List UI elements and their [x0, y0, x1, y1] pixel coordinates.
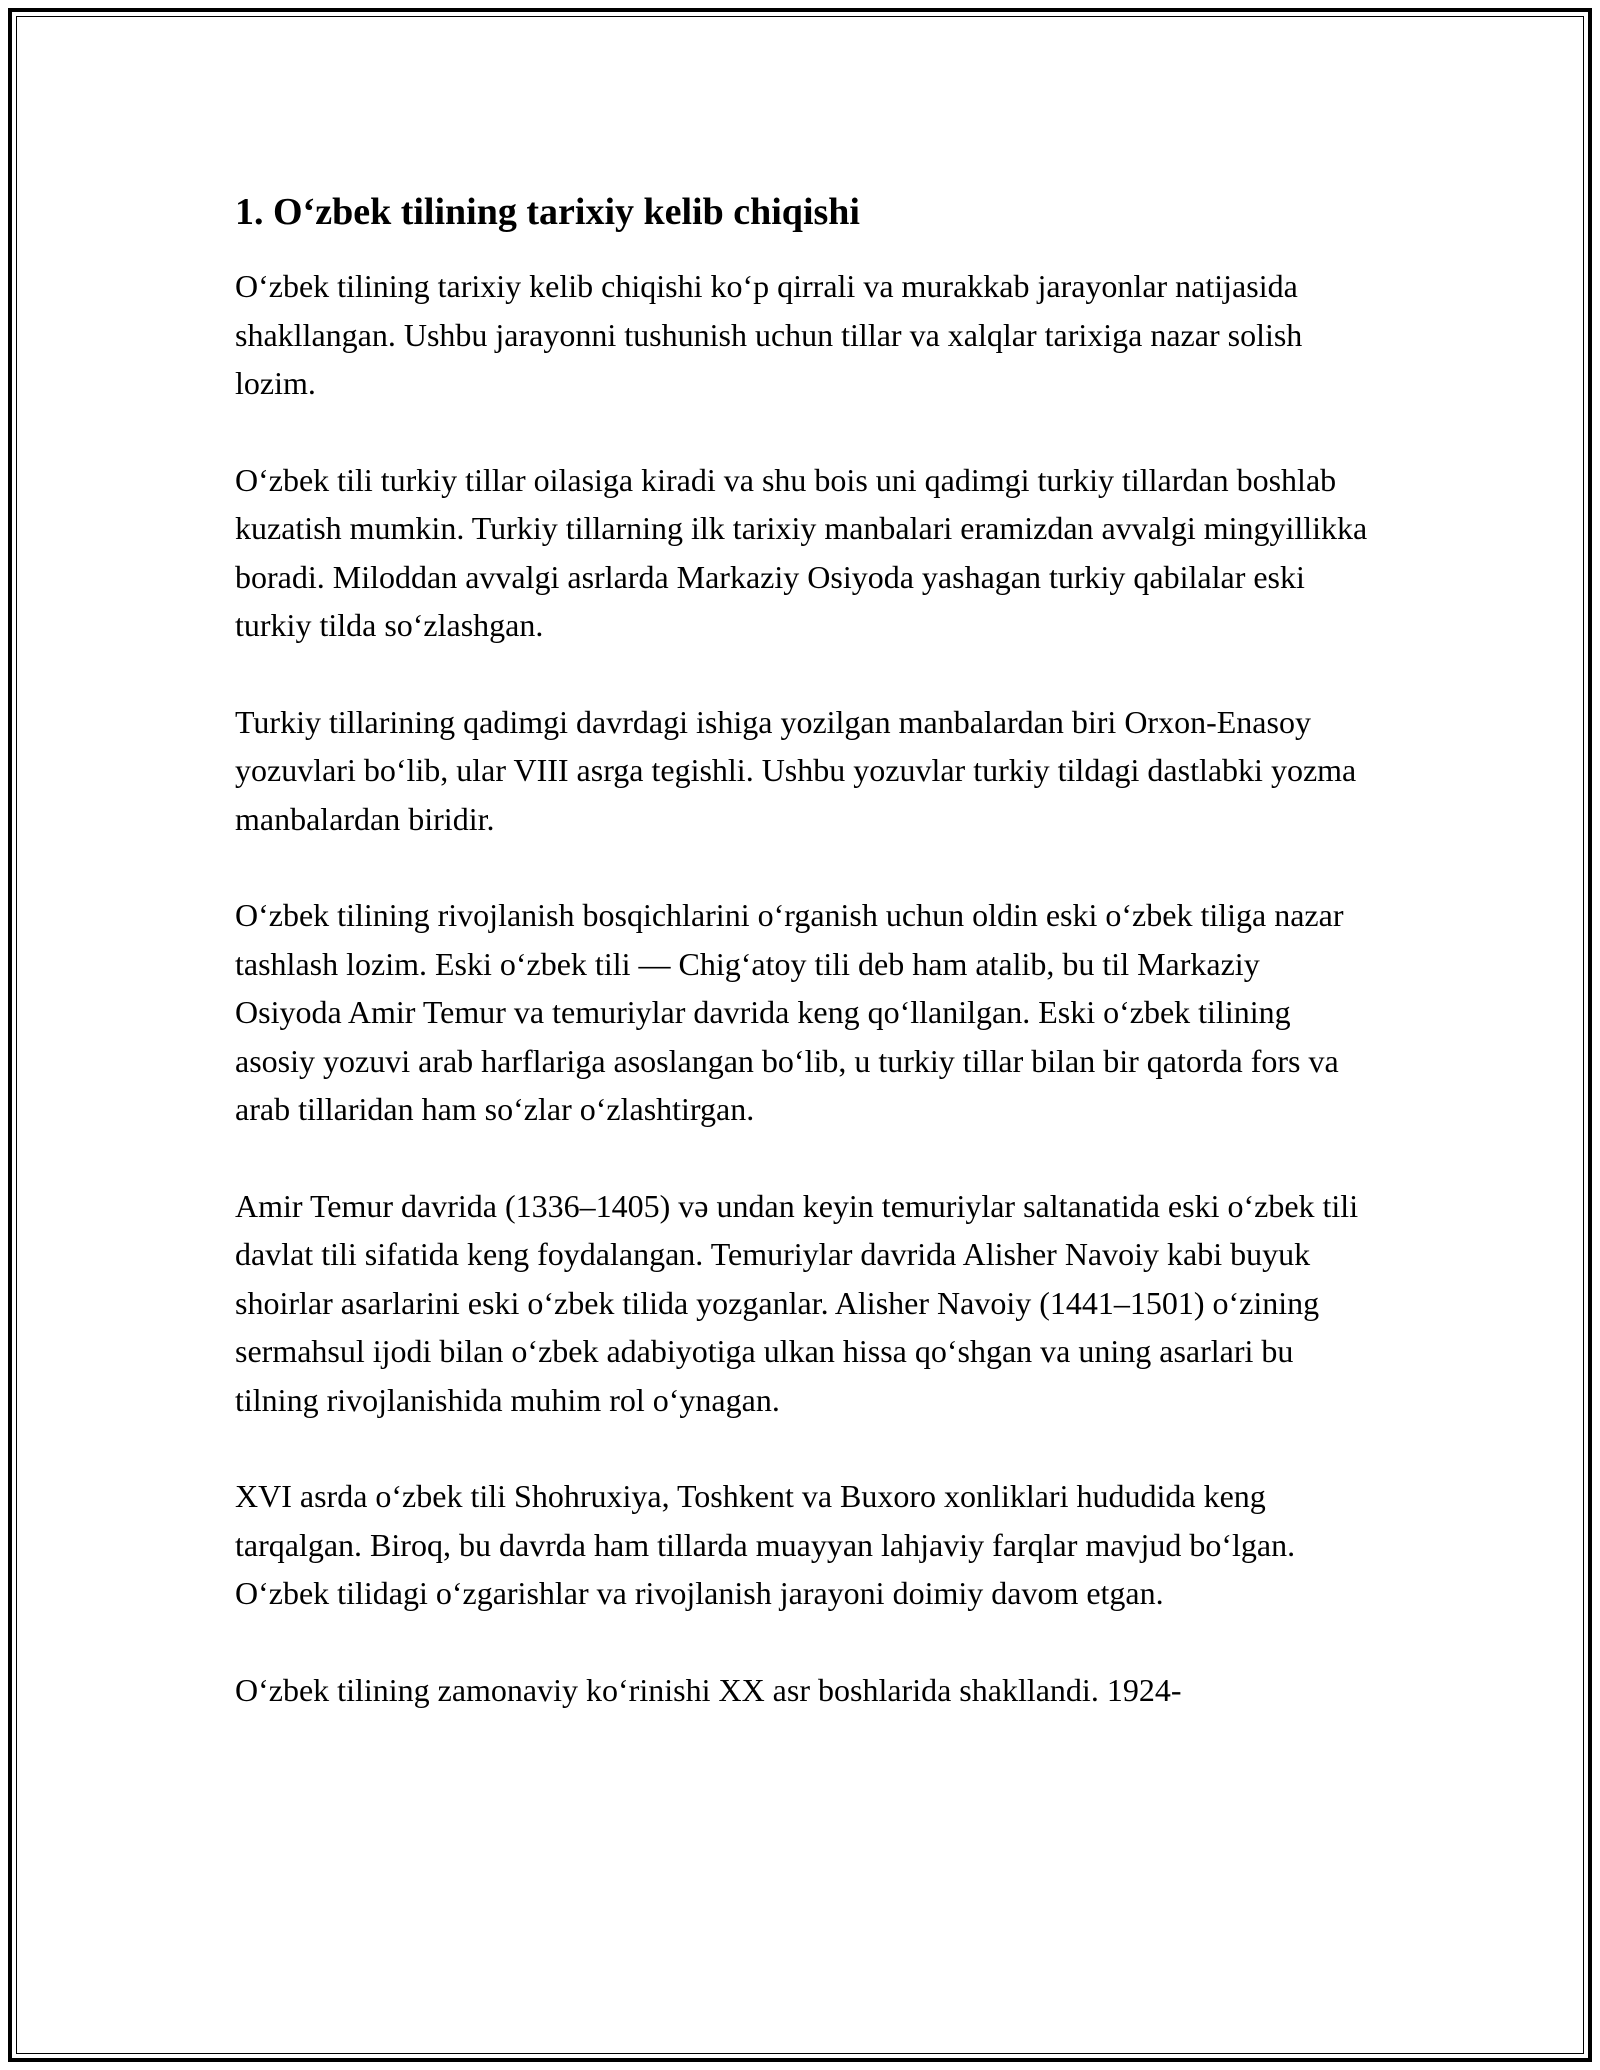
paragraph-5: Amir Temur davrida (1336–1405) və undan keyin temuriylar saltanatida eski oʻzbek tili davlat tili sifatida keng foydalangan. Temuriylar davrida Alisher Navoiy kabi buyuk shoirlar asarlarini eski oʻzbek tilida yozganlar. Alisher Navoiy (1441–1501) oʻzining sermahsul ijodi bilan oʻzbek adabiyotiga ulkan hissa qoʻshgan va uning asarlari bu tilning rivojlanishida muhim rol oʻynagan.: [235, 1187, 1359, 1418]
document-body: [235, 188, 1370, 1762]
paragraph-6: XVI asrda oʻzbek tili Shohruxiya, Toshkent va Buxoro xonliklari hududida keng tarqalgan. Biroq, bu davrda ham tillarda muayyan lahjaviy farqlar mavjud boʻlgan. Oʻzbek tilidagi oʻzgarishlar va rivojlanish jarayoni doimiy davom etgan.: [235, 1478, 1296, 1611]
section-heading: 1. Oʻzbek tilining tarixiy kelib chiqishi: [235, 191, 860, 233]
paragraph-2: Oʻzbek tili turkiy tillar oilasiga kiradi va shu bois uni qadimgi turkiy tillardan boshlab kuzatish mumkin. Turkiy tillarning ilk tarixiy manbalari eramizdan avvalgi mingyillikka boradi. Miloddan avvalgi asrlarda Markaziy Osiyoda yashagan turkiy qabilalar eski turkiy tilda soʻzlashgan.: [235, 461, 1368, 643]
paragraph-7: Oʻzbek tilining zamonaviy koʻrinishi XX asr boshlarida shakllandi. 1924-: [235, 1671, 1182, 1708]
paragraph-4: Oʻzbek tilining rivojlanish bosqichlarini oʻrganish uchun oldin eski oʻzbek tiliga nazar tashlash lozim. Eski oʻzbek tili — Chigʻatoy tili deb ham atalib, bu til Markaziy Osiyoda Amir Temur va temuriylar davrida keng qoʻllanilgan. Eski oʻzbek tilining asosiy yozuvi arab harflariga asoslangan boʻlib, u turkiy tillar bilan bir qatorda fors va arab tillaridan ham soʻzlar oʻzlashtirgan.: [235, 897, 1344, 1127]
paragraph-1: Oʻzbek tilining tarixiy kelib chiqishi koʻp qirrali va murakkab jarayonlar natijasida shakllangan. Ushbu jarayonni tushunish uchun tillar va xalqlar tarixiga nazar solish lozim.: [235, 268, 1303, 401]
paragraph-3: Turkiy tillarining qadimgi davrdagi ishiga yozilgan manbalardan biri Orxon-Enasoy yozuvlari boʻlib, ular VIII asrga tegishli. Ushbu yozuvlar turkiy tildagi dastlabki yozma manbalardan biridir.: [235, 703, 1357, 837]
